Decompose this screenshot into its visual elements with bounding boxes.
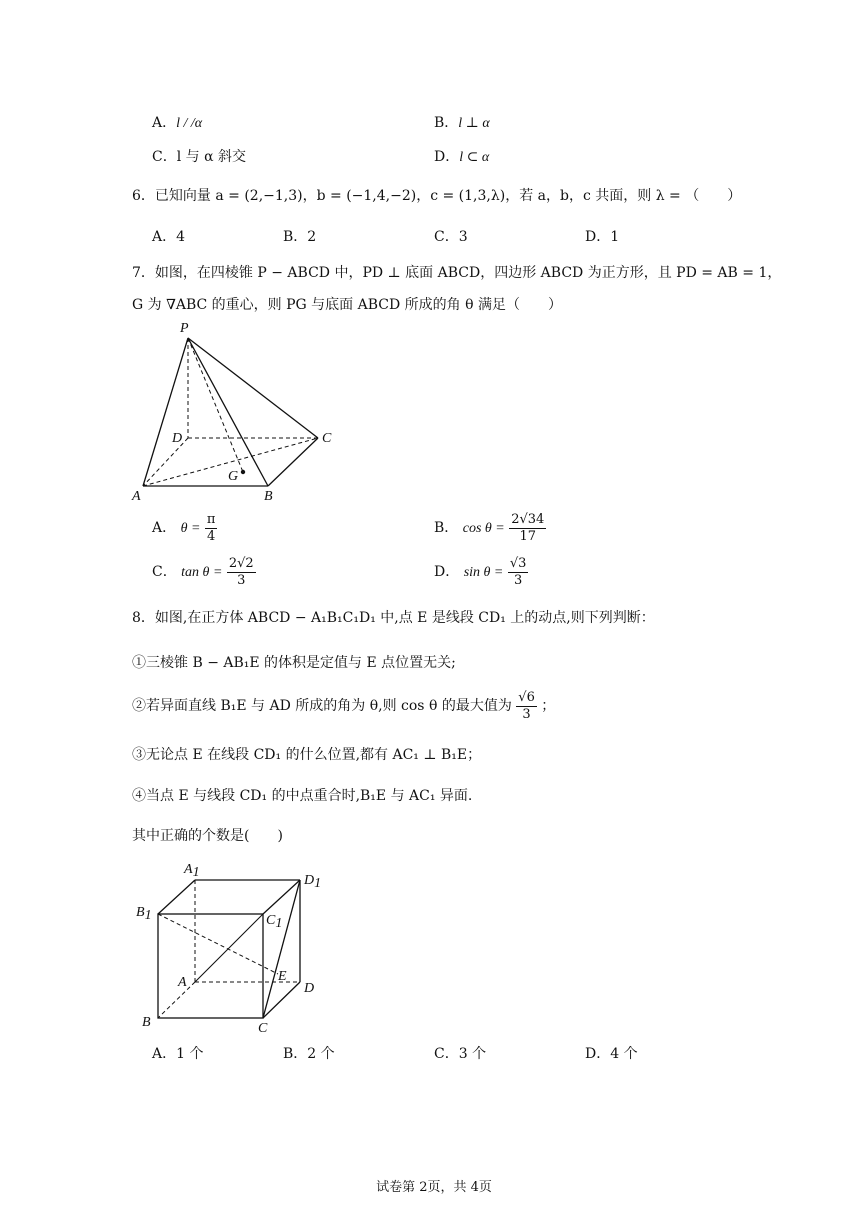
q7-stem-line2: G 为 ∇ABC 的重心，则 PG 与底面 ABCD 所成的角 θ 满足（ ）	[132, 297, 563, 313]
label-b1: B1	[136, 905, 152, 923]
label-d: D	[304, 981, 315, 996]
label-g: G	[228, 469, 239, 484]
q7-stem-line1: 7．如图，在四棱锥 P − ABCD 中，PD ⊥ 底面 ABCD，四边形 ABCD 为正方形，且 PD = AB = 1，	[132, 265, 782, 281]
q6-option-d: D．1	[585, 229, 620, 245]
q8-question: 其中正确的个数是( )	[132, 828, 283, 844]
cube-figure	[128, 856, 338, 1036]
q6-option-b: B．2	[283, 229, 317, 245]
label-a: A	[132, 489, 141, 504]
label-b: B	[264, 489, 273, 504]
q8-option-a: A．1 个	[152, 1046, 204, 1062]
label-c: C	[258, 1021, 268, 1036]
q5-option-d: D．l ⊂ α	[434, 149, 490, 165]
label-e: E	[278, 969, 287, 984]
q7-option-c: C． tan θ = $\frac{2√2}{3}$	[152, 555, 254, 588]
label-d: D	[172, 431, 183, 446]
q5-option-a: A．l / /α	[152, 115, 203, 131]
q8-stem: 8．如图,在正方体 ABCD − A₁B₁C₁D₁ 中,点 E 是线段 CD₁ 上的动点,则下列判断：	[132, 610, 655, 626]
q7-option-d: D． sin θ = $\frac{√3}{3}$	[434, 555, 527, 588]
q8-option-c: C．3 个	[434, 1046, 487, 1062]
q6-stem: 6．已知向量 a = (2,−1,3)，b = (−1,4,−2)，c = (1,3,λ)，若 a，b，c 共面，则 λ = （ ）	[132, 188, 742, 204]
pyramid-figure	[128, 318, 338, 508]
point-g	[241, 470, 245, 474]
page-footer: 试卷第 2页，共 4页	[376, 1180, 492, 1195]
label-b: B	[142, 1015, 151, 1030]
q7-option-b: B． cos θ = $\frac{2√34}{17}$	[434, 511, 545, 544]
label-c: C	[322, 431, 332, 446]
q8-statement-4: ④当点 E 与线段 CD₁ 的中点重合时,B₁E 与 AC₁ 异面.	[132, 788, 473, 804]
q8-option-b: B．2 个	[283, 1046, 335, 1062]
q8-statement-2: ②若异面直线 B₁E 与 AD 所成的角为 θ,则 cos θ 的最大值为 $\frac{√6}{3}$ ；	[132, 689, 556, 722]
q6-option-c: C．3	[434, 229, 468, 245]
q7-option-a: A． θ = $\frac{\pi}{4}$	[152, 511, 216, 544]
label-a1: A1	[184, 862, 200, 880]
label-d1: D1	[304, 873, 322, 891]
label-p: P	[180, 321, 189, 336]
q8-statement-1: ①三棱锥 B − AB₁E 的体积是定值与 E 点位置无关;	[132, 655, 456, 671]
q5-option-b: B．l ⊥ α	[434, 115, 490, 131]
q8-statement-3: ③无论点 E 在线段 CD₁ 的什么位置,都有 AC₁ ⊥ B₁E；	[132, 747, 482, 763]
q8-option-d: D．4 个	[585, 1046, 638, 1062]
q5-option-c: C．l 与 α 斜交	[152, 149, 247, 165]
label-c1: C1	[266, 913, 283, 931]
q6-option-a: A．4	[152, 229, 186, 245]
label-a: A	[178, 975, 187, 990]
